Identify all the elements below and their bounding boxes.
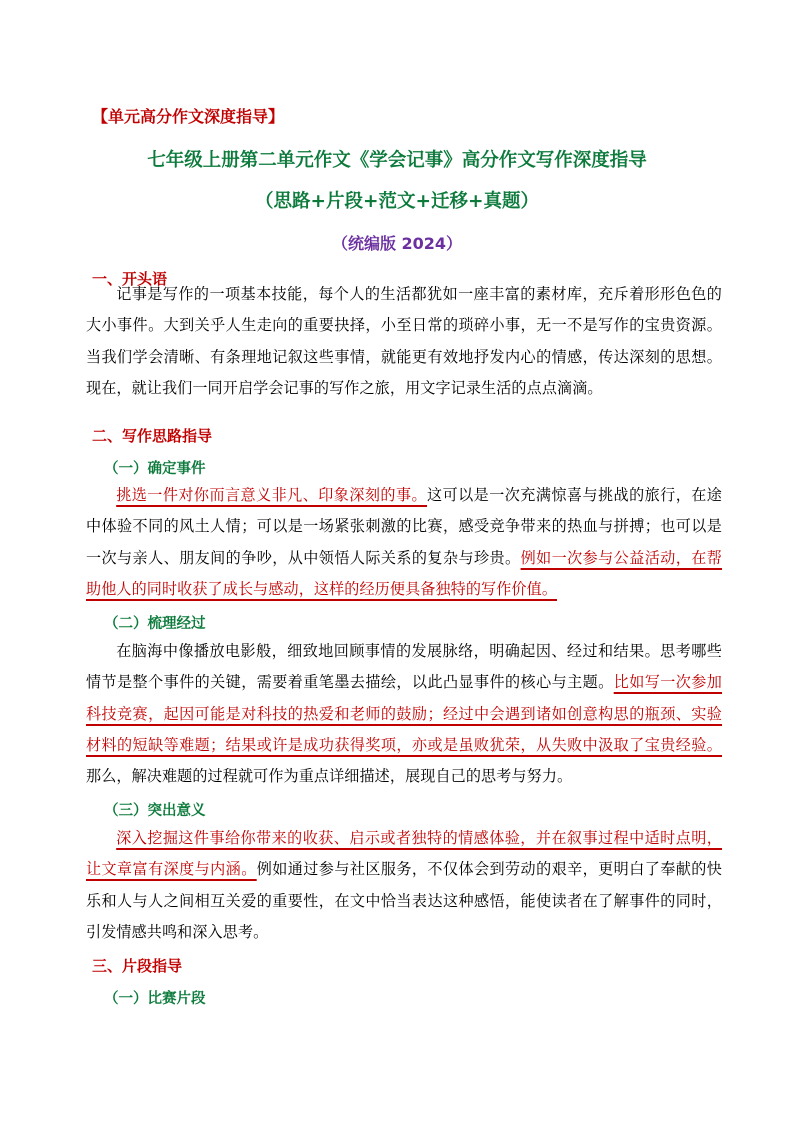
key-point-highlight: 挑选一件对你而言意义非凡、印象深刻的事。: [116, 486, 428, 504]
paragraph-text: 那么，解决难题的过程就可作为重点详细描述，展现自己的思考与努力。: [86, 767, 573, 786]
section-heading-opening: 一、开头语: [92, 270, 168, 288]
subheading-competition-passage: （一）比赛片段: [104, 991, 206, 1007]
sort-process-paragraph: [86, 636, 722, 792]
subheading-sort-process: （二）梳理经过: [104, 616, 206, 632]
paragraph-text: 在脑海中像播放电影般，细致地回顾事情的发展脉络，明确起因、经过和结果。思考哪些情节是整个事件的关键，需要着重笔墨去描绘，以此凸显事件的核心与主题。: [86, 642, 722, 692]
paragraph-text: 这可以是一次充满惊喜与挑战的旅行，在途中体验不同的风土人情；可以是一场紧张刺激的比赛，感受竞争带来的热血与拼搏；也可以是一次与亲人、朋友间的争吵，从中领悟人际关系的复杂与珍贵。: [86, 486, 722, 567]
document-subtitle: （思路+片段+范文+迁移+真题）: [254, 191, 539, 212]
section-heading-passage-guidance: 三、片段指导: [92, 957, 183, 975]
choose-event-paragraph: [86, 480, 722, 605]
example-highlight: 比如写一次参加科技竞赛，起因可能是对科技的热爱和老师的鼓励；经过中会遇到诸如创意构思的瓶颈、实验材料的短缺等难题；结果或许是成功获得奖项，亦或是虽败犹荣，从失败中汲取了宝贵经验。: [86, 673, 723, 754]
highlight-meaning-paragraph: [86, 823, 722, 948]
unit-guidance-tag: 【单元高分作文深度指导】: [92, 107, 285, 126]
subheading-highlight-meaning: （三）突出意义: [104, 803, 206, 819]
example-highlight: 例如一次参与公益活动，在帮助他人的同时收获了成长与感动，这样的经历便具备独特的写作价值。: [86, 548, 722, 598]
section-heading-writing-ideas: 二、写作思路指导: [92, 427, 213, 445]
subheading-choose-event: （一）确定事件: [104, 461, 206, 477]
document-title: 七年级上册第二单元作文《学会记事》高分作文写作深度指导: [147, 150, 647, 171]
opening-paragraph: 记事是写作的一项基本技能，每个人的生活都犹如一座丰富的素材库，充斥着形形色色的大小事件。大到关乎人生走向的重要抉择，小至日常的琐碎小事，无一不是写作的宝贵资源。当我们学会清晰、有条理地记叙这些事情，就能更有效地抒发内心的情感，传达深刻的思想。现在，就让我们一同开启学会记事的写作之旅，用文字记录生活的点点滴滴。: [86, 285, 722, 397]
key-point-highlight: 深入挖掘这件事给你带来的收获、启示或者独特的情感体验，并在叙事过程中适时点明，让文章富有深度与内涵。: [86, 829, 722, 879]
paragraph-text: 例如通过参与社区服务，不仅体会到劳动的艰辛，更明白了奉献的快乐和人与人之间相互关爱的重要性，在文中恰当表达这种感悟，能使读者在了解事件的同时，引发情感共鸣和深入思考。: [86, 860, 722, 941]
edition-label: （统编版 2024）: [331, 234, 463, 253]
